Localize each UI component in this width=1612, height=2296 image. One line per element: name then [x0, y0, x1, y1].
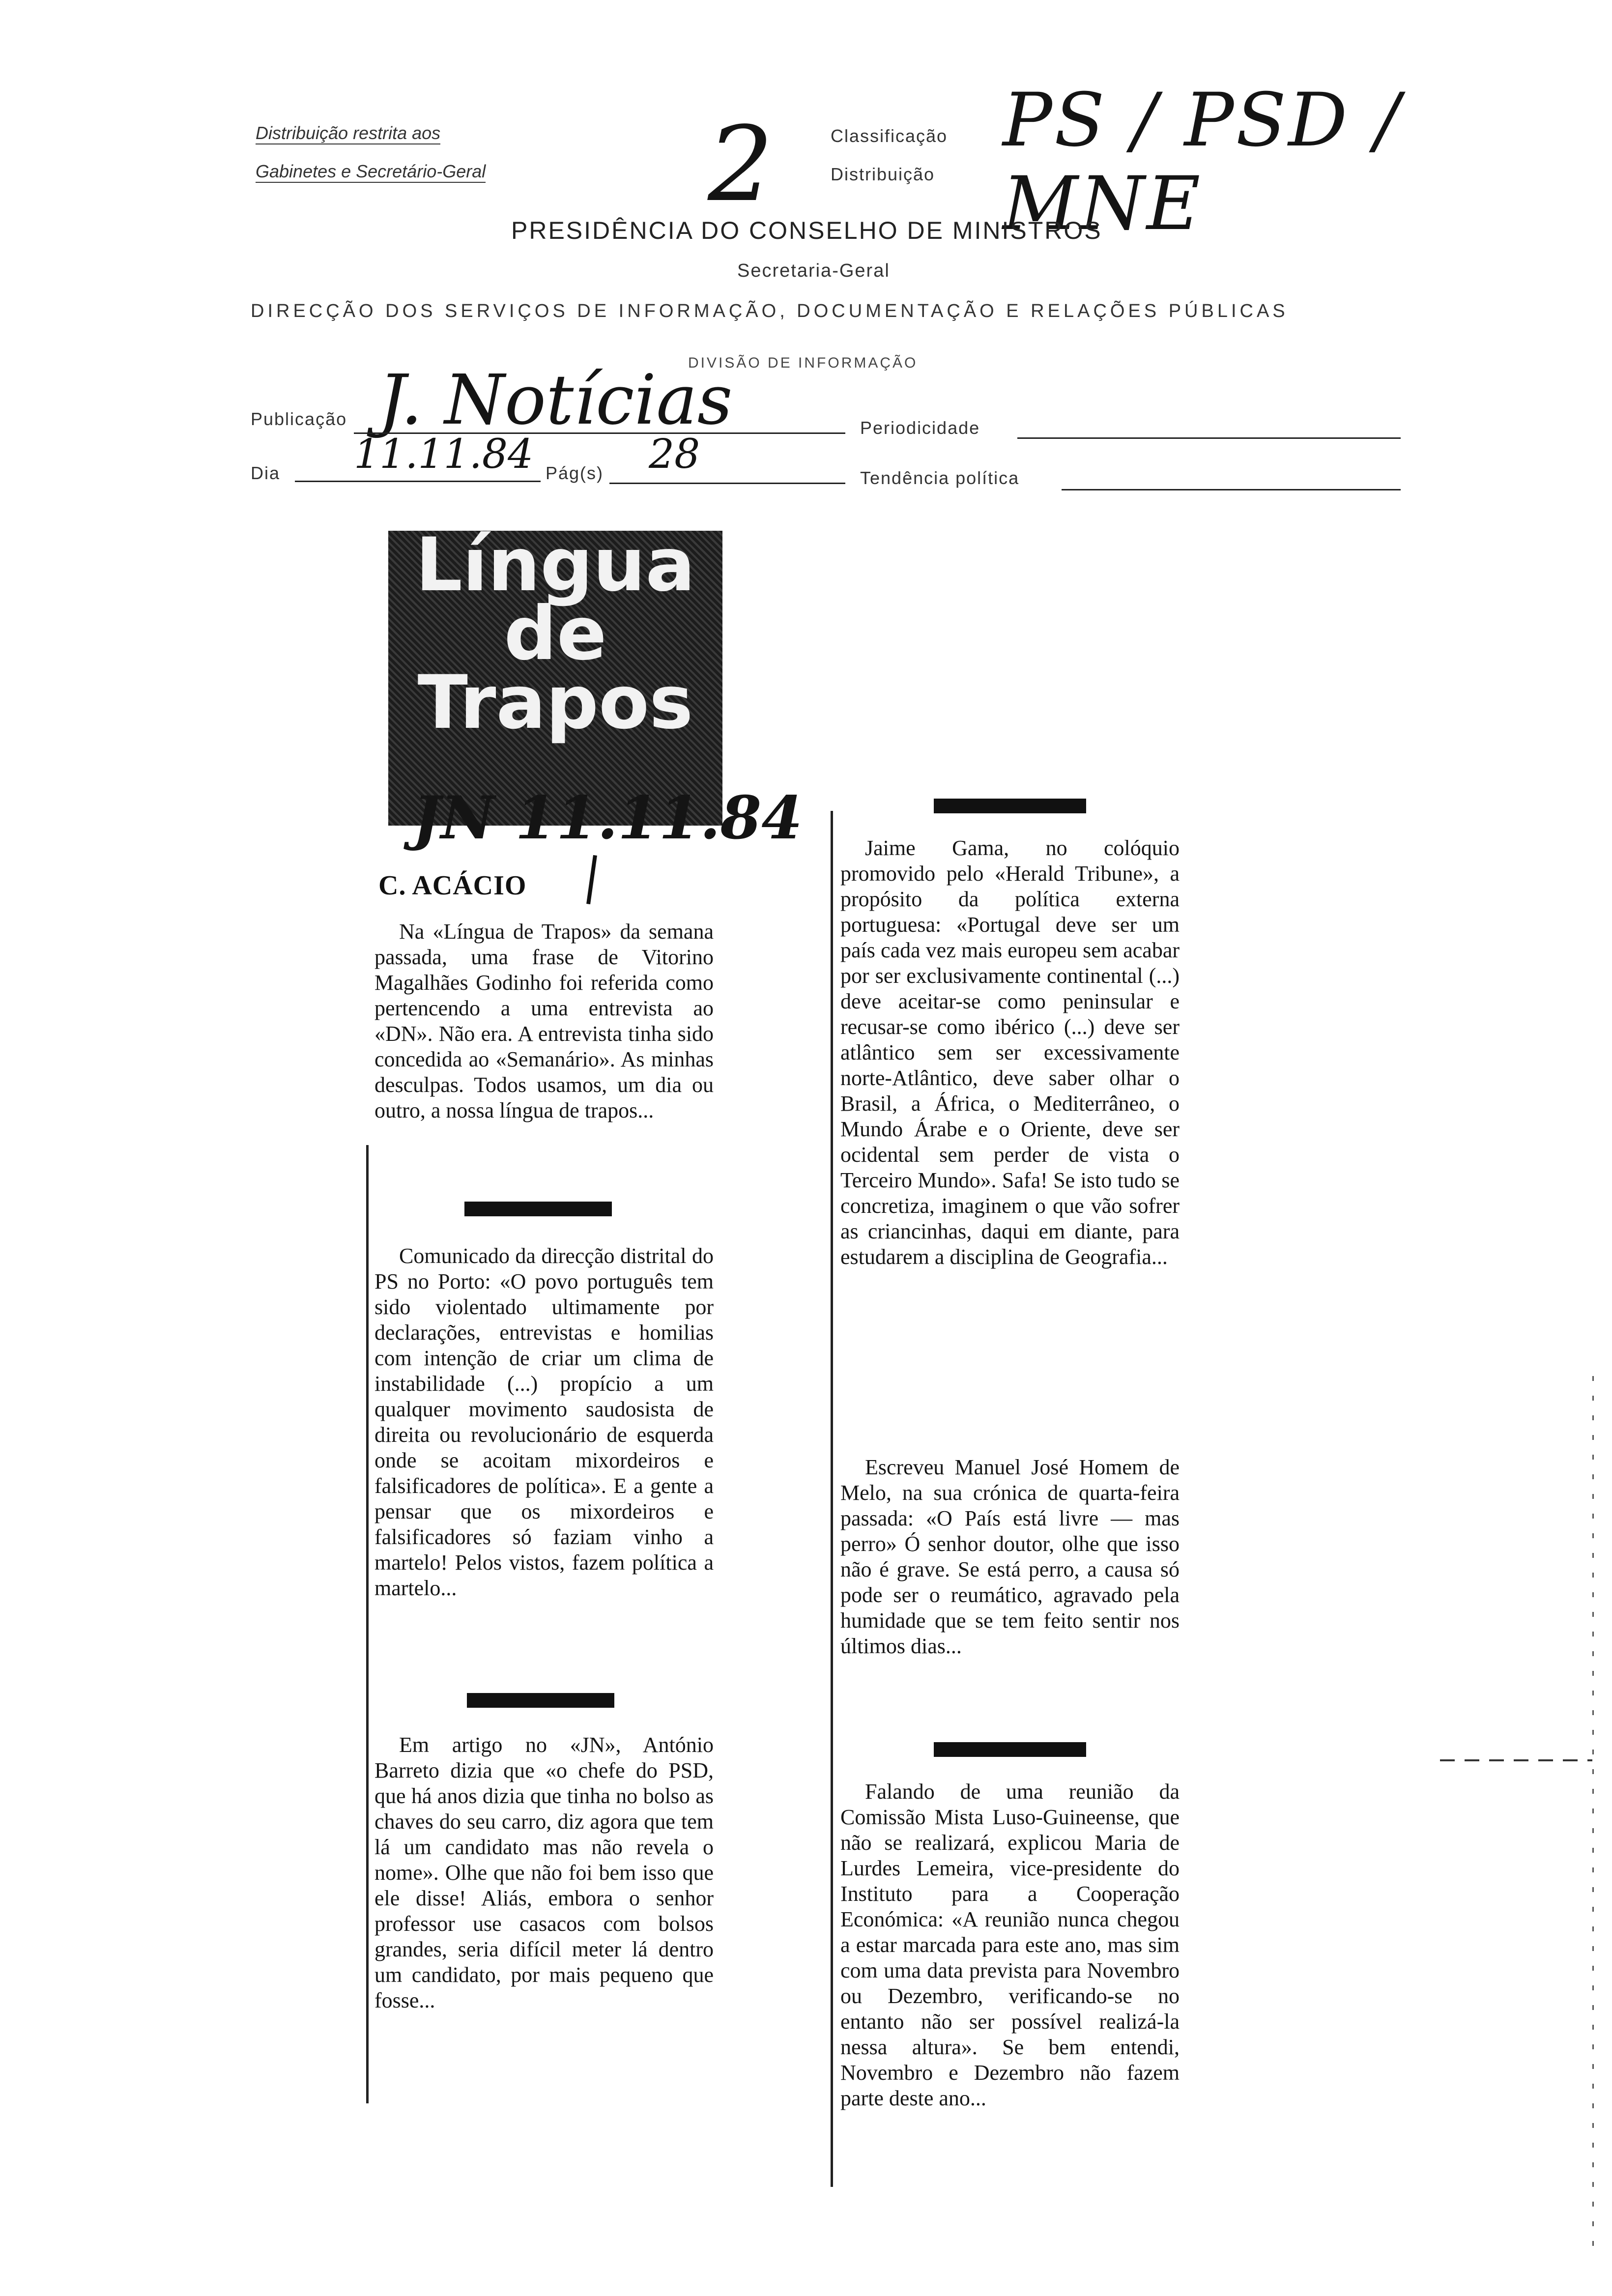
publicacao-value: J. Notícias — [378, 360, 733, 440]
tendencia-label: Tendência política — [860, 468, 1020, 488]
col1-p1-text: Na «Língua de Trapos» da semana passada, uma frase de Vitorino Magalhães Godinho foi referida como pertencendo a uma entrevista ao «DN». Não era. A entrevista tinha sido concedida ao «Semanário». As minhas desculpas. Todos usamos, um dia ou outro, a nossa língua de trapos... — [374, 919, 714, 1122]
separator-bar — [934, 799, 1086, 813]
separator-bar — [934, 1742, 1086, 1757]
distribution-note-line2: Gabinetes e Secretário-Geral — [256, 161, 486, 183]
separator-bar — [464, 1202, 612, 1216]
col1-p3-text: Em artigo no «JN», António Barreto dizia que «o chefe do PSD, que há anos dizia que tinha no bolso as chaves do seu carro, diz agora que tem lá um candidato mas não revela o nome». Olhe que não foi bem isso que ele disse! Aliás, embora o senhor professor use casacos com bolsos grandes, seria difícil meter lá dentro um candidato, por mais pequeno que fosse... — [374, 1733, 714, 2012]
classificacao-label: Classificação — [831, 126, 948, 146]
scan-mark — [1440, 1759, 1592, 1761]
clipping-edge-left — [366, 1145, 369, 2103]
pags-label: Pág(s) — [546, 463, 604, 483]
col2-paragraph-3 — [840, 1779, 1180, 2111]
col1-paragraph-1 — [374, 919, 714, 1123]
scan-edge — [1592, 1376, 1594, 2261]
org-subtitle: Secretaria-Geral — [737, 260, 890, 281]
masthead-word-de: de — [504, 591, 607, 677]
dia-value: 11.11.84 — [354, 431, 534, 478]
separator-bar — [467, 1693, 614, 1708]
col2-p1-text: Jaime Gama, no colóquio promovido pelo «Herald Tribune», a propósito da política externa portuguesa: «Portugal deve ser um país cada vez mais europeu sem acabar por ser exclusivamente continental (...) deve aceitar-se como peninsular e recusar-se como ibérico (...) deve ser atlântico sem ser excessivamente norte-Atlântico, deve saber olhar o Brasil, a África, o Mediterrâneo, o Mundo Árabe e o Oriente, deve ser ocidental sem perder de vista o Terceiro Mundo». Safa! Se isto tudo se concretiza, imaginem o que vão sofrer as criancinhas, daqui em diante, para estudarem a disciplina de Geografia... — [840, 836, 1180, 1269]
pags-value: 28 — [649, 431, 700, 478]
handwritten-mark — [586, 855, 597, 904]
handwritten-classification: PS / PSD / MNE — [1003, 78, 1402, 247]
handwritten-source-ref: JN 11.11.84 — [413, 783, 803, 853]
distribution-note-line1: Distribuição restrita aos — [256, 123, 440, 144]
masthead-word-lingua: Língua — [415, 531, 695, 608]
masthead-block — [388, 531, 722, 826]
col1-p2-text: Comunicado da direcção distrital do PS no Porto: «O povo português tem sido violentado ultimamente por declarações, entrevistas e homilias com intenção de criar um clima de instabilidade (...) propício a um qualquer movimento saudosista de direita ou revolucionário de esquerda onde se acoitam mixordeiros e falsificadores de política». E a gente a pensar que os mixordeiros e falsificadores só faziam vinho a martelo! Pelos vistos, fazem política a martelo... — [374, 1244, 714, 1600]
dia-label: Dia — [251, 463, 281, 483]
dia-line — [295, 481, 541, 482]
col1-paragraph-3 — [374, 1732, 714, 2013]
direccao-line: DIRECÇÃO DOS SERVIÇOS DE INFORMAÇÃO, DOCUMENTAÇÃO E RELAÇÕES PÚBLICAS — [251, 301, 1289, 321]
masthead-title — [388, 531, 722, 746]
pags-line — [609, 483, 845, 484]
distribuicao-label: Distribuição — [831, 164, 935, 184]
handwritten-number: 2 — [708, 104, 774, 225]
clipping-edge-left — [831, 811, 833, 2187]
periodicidade-line — [1017, 437, 1401, 439]
org-title: PRESIDÊNCIA DO CONSELHO DE MINISTROS — [511, 217, 1102, 244]
publicacao-label: Publicação — [251, 409, 347, 429]
col2-p2-text: Escreveu Manuel José Homem de Melo, na sua crónica de quarta-feira passada: «O País está livre — mas perro» Ó senhor doutor, olhe que isso não é grave. Se está perro, a causa só pode ser o reumático, agravado pela humidade que se tem feito sentir nos últimos dias... — [840, 1455, 1180, 1658]
periodicidade-label: Periodicidade — [860, 418, 980, 438]
col1-paragraph-2 — [374, 1243, 714, 1601]
article-author: C. ACÁCIO — [378, 870, 527, 901]
tendencia-line — [1062, 489, 1401, 490]
col2-paragraph-2 — [840, 1455, 1180, 1659]
col2-p3-text: Falando de uma reunião da Comissão Mista Luso-Guineense, que não se realizará, explicou Maria de Lurdes Lemeira, vice-presidente do Instituto para a Cooperação Económica: «A reunião nunca chegou a estar marcada para este ano, mas sim com uma data prevista para Novembro ou Dezembro, verificando-se no entanto não ser possível realizá-la nessa altura». Se bem entendi, Novembro e Dezembro não fazem parte deste ano... — [840, 1779, 1180, 2110]
masthead-word-trapos: Trapos — [417, 660, 693, 746]
divisao-line: DIVISÃO DE INFORMAÇÃO — [688, 355, 918, 371]
col2-paragraph-1 — [840, 835, 1180, 1270]
